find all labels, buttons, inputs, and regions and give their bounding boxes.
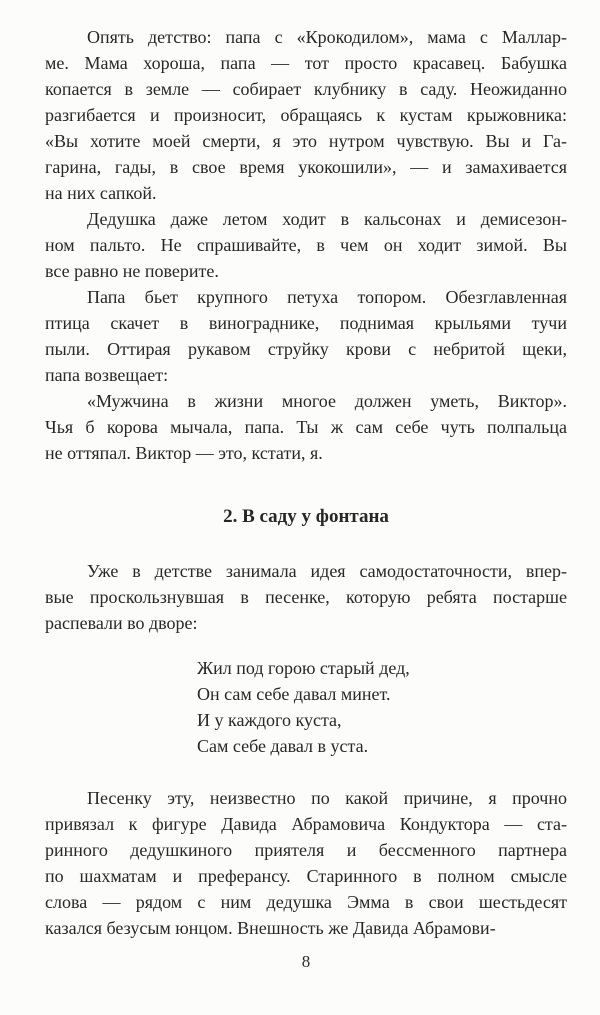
text-line: папа возвещает:	[45, 365, 169, 385]
text-line: вые проскользнувшая в песенке, которую ребята постарше	[45, 587, 567, 607]
text-line: слова — рядом с ним дедушка Эмма в свои шестьдесят	[45, 892, 567, 912]
paragraph	[45, 785, 567, 941]
text-line: И у каждого куста,	[197, 710, 342, 730]
text-line: Уже в детстве занимала идея самодостаточности, впер-	[87, 561, 567, 581]
text-line: все равно не поверите.	[45, 261, 219, 281]
text-line: по шахматам и преферансу. Старинного в полном смысле	[45, 866, 567, 886]
text-line: ном пальто. Не спрашивайте, в чем он ходит зимой. Вы	[45, 235, 567, 255]
text-line: на них сапкой.	[45, 183, 157, 203]
paragraph	[45, 206, 567, 284]
text-line: «Мужчина в жизни многое должен уметь, Виктор».	[87, 391, 567, 411]
text-line: Песенку эту, неизвестно по какой причине, я прочно	[87, 788, 567, 808]
text-line: разгибается и произносит, обращаясь к кустам крыжовника:	[45, 105, 567, 125]
text-line: гарина, гады, в свое время укокошили», — и замахивается	[45, 157, 567, 177]
text-line: птица скачет в винограднике, поднимая крыльями тучи	[45, 313, 567, 333]
text-line: Дедушка даже летом ходит в кальсонах и демисезон-	[87, 209, 567, 229]
text-line: копается в земле — собирает клубнику в саду. Неожиданно	[45, 79, 567, 99]
text-line: ме. Мама хороша, папа — тот просто красавец. Бабушка	[45, 53, 567, 73]
paragraph	[45, 24, 567, 206]
text-line: пыли. Оттирая рукавом струйку крови с небритой щеки,	[45, 339, 567, 359]
text-line: Сам себе давал в уста.	[197, 736, 369, 756]
text-line: Опять детство: папа с «Крокодилом», мама с Маллар-	[87, 27, 567, 47]
text-line: привязал к фигуре Давида Абрамовича Кондуктора — ста-	[45, 814, 567, 834]
text-line: «Вы хотите моей смерти, я это нутром чувствую. Вы и Га-	[45, 131, 567, 151]
page-number: 8	[301, 952, 311, 971]
text-line: Папа бьет крупного петуха топором. Обезглавленная	[87, 287, 567, 307]
text-line: ринного дедушкиного приятеля и бессменного партнера	[45, 840, 567, 860]
text-line: Жил под горою старый дед,	[197, 658, 410, 678]
section-heading: 2. В саду у фонтана	[223, 506, 389, 527]
text-line: Чья б корова мычала, папа. Ты ж сам себе чуть полпальца	[45, 417, 567, 437]
verse-block	[197, 655, 567, 759]
paragraph	[45, 284, 567, 388]
text-line: распевали во дворе:	[45, 613, 198, 633]
text-line: не оттяпал. Виктор — это, кстати, я.	[45, 443, 323, 463]
page-content	[45, 24, 567, 941]
paragraph	[45, 388, 567, 466]
text-line: Он сам себе давал минет.	[197, 684, 391, 704]
paragraph	[45, 558, 567, 636]
text-line: казался безусым юнцом. Внешность же Давида Абрамови-	[45, 918, 496, 938]
